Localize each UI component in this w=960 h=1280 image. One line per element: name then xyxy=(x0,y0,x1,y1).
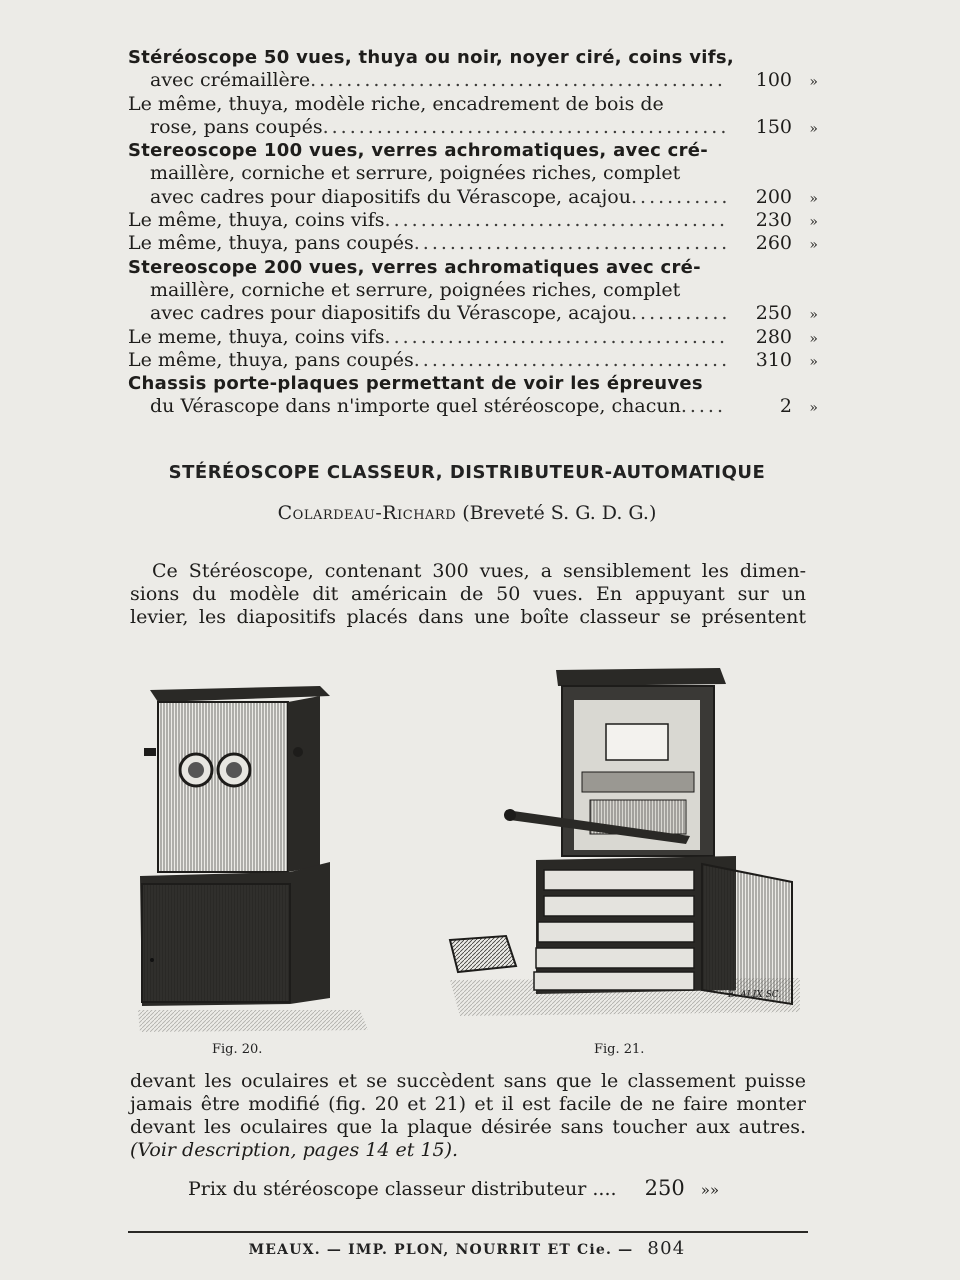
page-number: 804 xyxy=(647,1238,686,1259)
entry-price: 230 xyxy=(755,209,792,232)
entry-price: 200 xyxy=(755,185,792,208)
dot-leader xyxy=(414,232,726,255)
dot-leader xyxy=(323,116,726,139)
entry-price: 100 xyxy=(755,69,792,92)
dot-leader xyxy=(385,326,726,349)
printer-imprint: MEAUX. — IMP. PLON, NOURRIT ET Cie. — xyxy=(248,1242,634,1258)
entry-price: 310 xyxy=(755,348,792,371)
footer-rule xyxy=(128,1231,808,1233)
figure-20-caption: Fig. 20. xyxy=(212,1042,263,1057)
paragraph-line: sions du modèle dit américain de 50 vues. En appuyant sur un xyxy=(130,583,806,605)
entry-text: Le même, thuya, pans coupés xyxy=(128,232,414,255)
price-entry xyxy=(128,46,818,93)
paragraph-line: Ce Stéréoscope, contenant 300 vues, a sensiblement les dimen- xyxy=(152,560,806,582)
entry-text: du Vérascope dans n'importe quel stéréoscope, chacun xyxy=(150,395,681,418)
entry-text: Le meme, thuya, coins vifs xyxy=(128,325,385,348)
price-list xyxy=(128,46,818,419)
price-entry-line xyxy=(128,256,818,279)
price-entry-line xyxy=(128,279,818,302)
figure-21-caption: Fig. 21. xyxy=(594,1042,645,1057)
entry-text: rose, pans coupés xyxy=(150,115,323,138)
entry-text: Chassis porte-plaques permettant de voir les épreuves xyxy=(128,373,703,395)
paragraph-line: (Voir description, pages 14 et 15). xyxy=(130,1139,459,1161)
entry-price-mark: » xyxy=(809,120,818,137)
price-entry-line xyxy=(128,302,818,325)
paragraph-line: devant les oculaires et se succèdent sans que le classement puisse xyxy=(130,1070,806,1092)
price-entry-line xyxy=(128,162,818,185)
entry-text: Le même, thuya, coins vifs xyxy=(128,209,385,232)
stereoscope-open-illustration xyxy=(440,660,810,1030)
entry-text: Stereoscope 200 vues, verres achromatiques avec cré- xyxy=(128,256,701,278)
price-entry xyxy=(128,256,818,326)
paragraph-line: jamais être modifié (fig. 20 et 21) et il est facile de ne faire monter xyxy=(130,1093,806,1115)
price-entry-line xyxy=(128,395,818,418)
price-entry xyxy=(128,139,818,209)
entry-text: Stereoscope 100 vues, verres achromatiques, avec cré- xyxy=(128,140,709,162)
entry-text: maillère, corniche et serrure, poignées riches, complet xyxy=(150,278,681,301)
section-title: STÉRÉOSCOPE CLASSEUR, DISTRIBUTEUR-AUTOMATIQUE xyxy=(168,462,766,483)
entry-price-mark: » xyxy=(809,74,818,91)
maker-name: Colardeau-Richard xyxy=(277,502,457,524)
price-entry-line xyxy=(128,209,818,232)
price-entry xyxy=(128,349,818,372)
paragraph-line: devant les oculaires que la plaque désirée sans toucher aux autres. xyxy=(130,1116,806,1138)
price-entry xyxy=(128,372,818,419)
entry-price: 250 xyxy=(755,302,792,325)
dot-leader xyxy=(631,302,726,325)
engraver-signature: E. ALIX SC. xyxy=(728,990,782,1000)
price-entry-line xyxy=(128,186,818,209)
price-entry-line xyxy=(128,93,818,116)
entry-price-mark: » xyxy=(809,330,818,347)
price-summary-label: Prix du stéréoscope classeur distributeur .... xyxy=(188,1178,617,1200)
entry-text: Le même, thuya, modèle riche, encadrement de bois de xyxy=(128,92,664,115)
price-entry-line xyxy=(128,139,818,162)
price-entry-line xyxy=(128,372,818,395)
price-entry-line xyxy=(128,349,818,372)
entry-price-mark: » xyxy=(809,307,818,324)
price-entry xyxy=(128,326,818,349)
price-entry-line xyxy=(128,116,818,139)
dot-leader xyxy=(310,69,726,92)
price-entry xyxy=(128,93,818,140)
price-entry-line xyxy=(128,46,818,69)
dot-leader xyxy=(414,349,726,372)
entry-text: avec cadres pour diapositifs du Vérascope, acajou xyxy=(150,302,631,325)
stereoscope-closed-illustration xyxy=(130,680,370,1040)
entry-text: Le même, thuya, pans coupés xyxy=(128,348,414,371)
price-entry-line xyxy=(128,69,818,92)
price-summary-mark: »» xyxy=(700,1181,720,1199)
entry-price: 150 xyxy=(755,115,792,138)
price-entry-line xyxy=(128,232,818,255)
entry-price-mark: » xyxy=(809,400,818,417)
dot-leader xyxy=(631,186,726,209)
footer xyxy=(0,1238,934,1259)
section-subtitle xyxy=(0,502,934,524)
description-paragraph xyxy=(130,1070,806,1162)
patent-note: (Breveté S. G. D. G.) xyxy=(462,502,657,524)
paragraph-line: levier, les diapositifs placés dans une boîte classeur se présentent xyxy=(130,606,806,628)
dot-leader xyxy=(385,209,726,232)
entry-price-mark: » xyxy=(809,190,818,207)
intro-paragraph xyxy=(130,560,806,629)
entry-price: 2 xyxy=(779,395,792,418)
entry-price: 280 xyxy=(755,325,792,348)
price-summary-value: 250 xyxy=(644,1176,685,1200)
price-entry xyxy=(128,232,818,255)
entry-text: avec cadres pour diapositifs du Vérascope, acajou xyxy=(150,185,631,208)
entry-price: 260 xyxy=(755,232,792,255)
entry-price-mark: » xyxy=(809,237,818,254)
entry-price-mark: » xyxy=(809,353,818,370)
price-summary xyxy=(188,1176,768,1200)
entry-price-mark: » xyxy=(809,214,818,231)
entry-text: maillère, corniche et serrure, poignées riches, complet xyxy=(150,162,681,185)
figures-area xyxy=(130,660,820,1060)
price-entry xyxy=(128,209,818,232)
entry-text: Stéréoscope 50 vues, thuya ou noir, noyer ciré, coins vifs, xyxy=(128,47,735,68)
entry-text: avec crémaillère xyxy=(150,69,311,92)
price-entry-line xyxy=(128,326,818,349)
dot-leader xyxy=(681,395,726,418)
